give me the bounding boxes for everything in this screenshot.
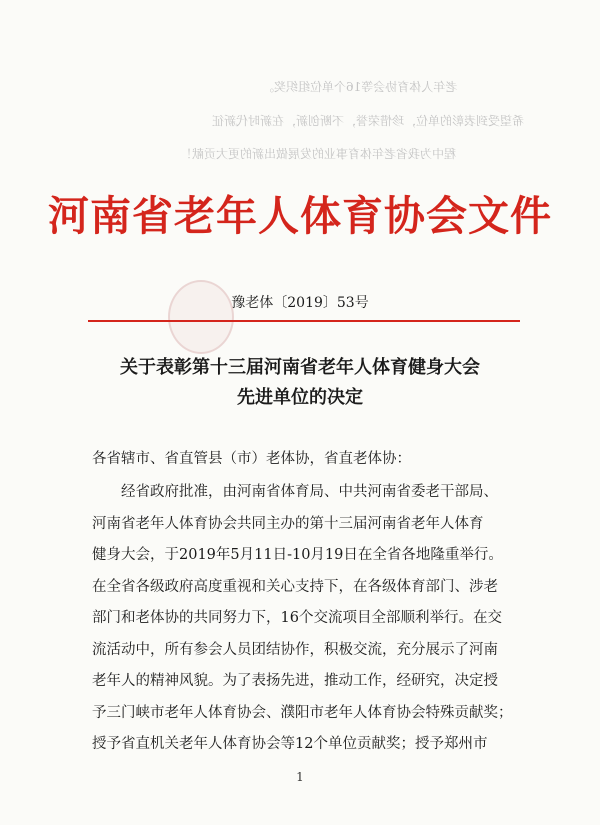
bleed-through-line: 程中为我省老年体育事业的发展做出新的更大贡献！ [180, 147, 457, 161]
body-line: 经省政府批准，由河南省体育局、中共河南省委老干部局、 [121, 484, 498, 500]
salutation: 各省辖市、省直管县（市）老体协，省直老体协： [92, 451, 411, 467]
heading-line-2: 先进单位的决定 [237, 387, 363, 408]
heading-line-1: 关于表彰第十三届河南省老年人体育健身大会 [120, 357, 480, 378]
body-text [92, 445, 532, 761]
body-line: 予三门峡市老年人体育协会、濮阳市老年人体育协会特殊贡献奖； [92, 704, 513, 721]
body-line: 授予省直机关老年人体育协会等12个单位贡献奖；授予郑州市 [92, 736, 488, 752]
page-number: 1 [296, 770, 304, 784]
document-heading [0, 353, 600, 413]
bleed-through-line: 老年人体育协会等16个单位组织奖。 [262, 80, 458, 94]
red-divider-line [88, 320, 520, 322]
body-line: 部门和老体协的共同努力下，16个交流项目全部顺利举行。在交 [92, 610, 502, 626]
body-line: 河南省老年人体育协会共同主办的第十三届河南省老年人体育 [92, 515, 484, 532]
body-line: 老年人的精神风貌。为了表扬先进，推动工作，经研究，决定授 [92, 673, 498, 689]
organization-title: 河南省老年人体育协会文件 [48, 192, 552, 240]
bleed-through-line: 希望受到表彰的单位，珍惜荣誉，不断创新，在新时代新征 [212, 114, 525, 128]
body-line: 在全省各级政府高度重视和关心支持下，在各级体育部门、涉老 [92, 578, 498, 595]
document-number: 豫老体〔2019〕53号 [231, 295, 369, 311]
body-line: 健身大会，于2019年5月11日-10月19日在全省各地隆重举行。 [92, 547, 503, 563]
body-line: 流活动中，所有参会人员团结协作，积极交流，充分展示了河南 [92, 641, 498, 658]
